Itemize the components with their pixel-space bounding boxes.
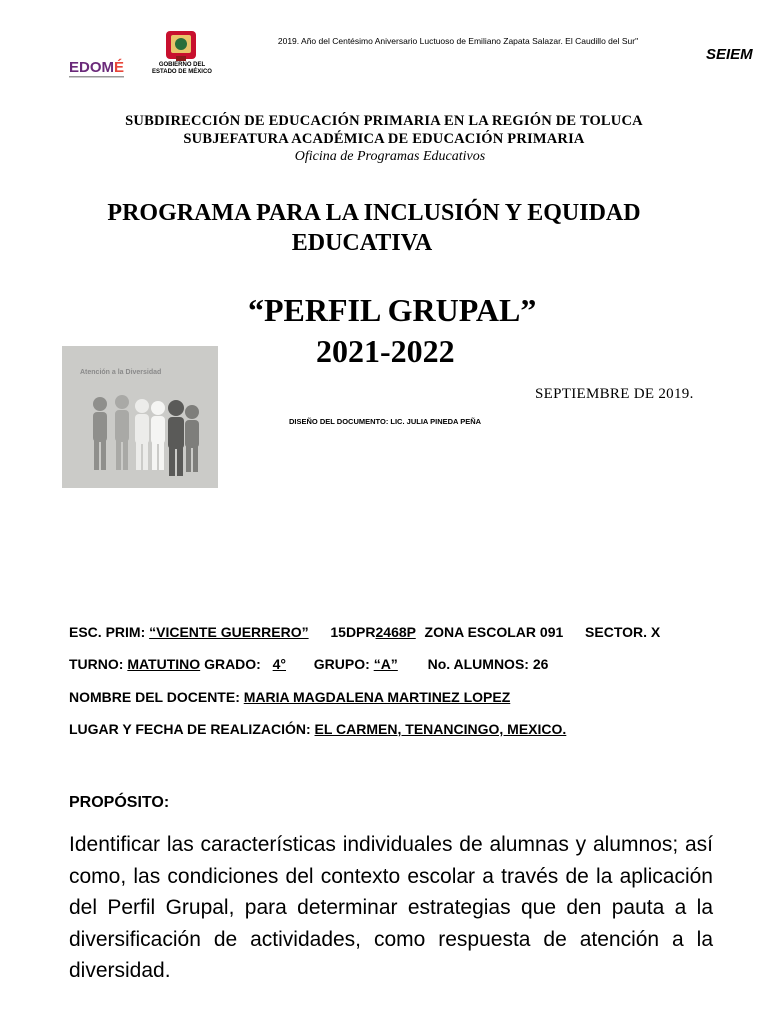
clave-value: 2468P	[375, 624, 416, 640]
svg-text:Atención a la Diversidad: Atención a la Diversidad	[80, 369, 162, 376]
clave-prefix: 15DPR	[330, 624, 376, 640]
programa-title-line1: PROGRAMA PARA LA INCLUSIÓN Y EQUIDAD	[107, 200, 641, 226]
perfil-grupal-title: “PERFIL GRUPAL”	[248, 292, 537, 328]
school-line	[69, 624, 660, 640]
esc-label: ESC. PRIM:	[69, 624, 146, 640]
document-date: SEPTIEMBRE DE 2019.	[535, 386, 694, 402]
oficina-subtitle: Oficina de Programas Educativos	[294, 149, 486, 164]
docente-value: MARIA MAGDALENA MARTINEZ LOPEZ	[243, 689, 511, 705]
zona-escolar: ZONA ESCOLAR 091	[424, 624, 564, 640]
svg-text:EDOM: EDOM	[69, 59, 114, 76]
esc-value: “VICENTE GUERRERO”	[149, 624, 309, 640]
programa-title-line2: EDUCATIVA	[291, 230, 433, 256]
document-author: DISEÑO DEL DOCUMENTO: LIC. JULIA PINEDA PEÑA	[289, 417, 482, 426]
numero-alumnos: No. ALUMNOS: 26	[427, 656, 549, 672]
edomex-logo	[68, 52, 130, 82]
subjefatura-heading: SUBJEFATURA ACADÉMICA DE EDUCACIÓN PRIMARIA	[183, 131, 585, 147]
grado-value: 4°	[272, 656, 287, 672]
lugar-label: LUGAR Y FECHA DE REALIZACIÓN:	[69, 721, 311, 737]
turno-label: TURNO:	[69, 656, 124, 672]
gob-line1: GOBIERNO DEL	[158, 62, 206, 68]
ciclo-escolar: 2021-2022	[316, 333, 455, 369]
svg-text:É: É	[114, 59, 125, 76]
estado-de-mexico-seal	[138, 28, 226, 82]
grupo-value: “A”	[373, 656, 398, 672]
gob-line2: ESTADO DE MÉXICO	[152, 69, 212, 75]
diversity-people-image	[62, 346, 218, 488]
turno-line	[69, 656, 548, 672]
turno-value: MATUTINO	[127, 656, 201, 672]
grupo-label: GRUPO:	[313, 656, 370, 672]
proposito-heading: PROPÓSITO:	[69, 794, 170, 811]
lugar-value: EL CARMEN, TENANCINGO, MEXICO.	[314, 721, 567, 737]
proposito-paragraph: Identificar las características individuales de alumnas y alumnos; así como, las condiciones del contexto escolar a través de la aplicación del Perfil Grupal, para determinar estrategias que den pauta a la diversificación de actividades, como respuesta de atención a la diversidad.	[69, 833, 713, 982]
sector: SECTOR. X	[585, 624, 661, 640]
lugar-line	[69, 721, 566, 737]
docente-label: NOMBRE DEL DOCENTE:	[69, 689, 240, 705]
seiem-label: SEIEM	[706, 46, 753, 63]
subdireccion-heading: SUBDIRECCIÓN DE EDUCACIÓN PRIMARIA EN LA REGIÓN DE TOLUCA	[125, 113, 643, 129]
grado-label: GRADO:	[204, 656, 261, 672]
docente-line	[69, 689, 510, 705]
header-motto: 2019. Año del Centésimo Aniversario Luctuoso de Emiliano Zapata Salazar. El Caudillo del Sur"	[277, 36, 639, 46]
